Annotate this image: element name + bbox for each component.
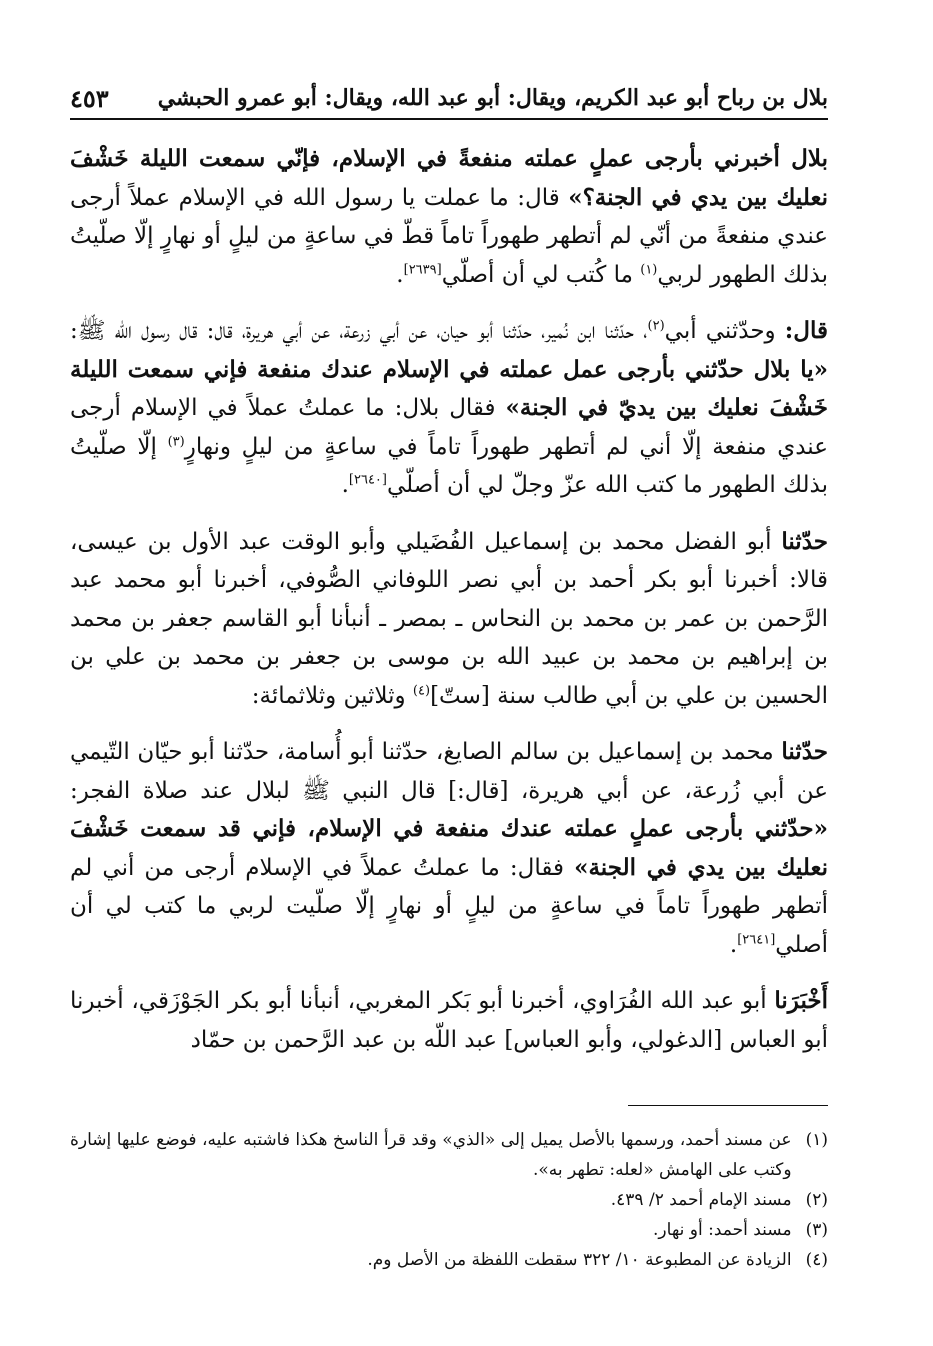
hadith-quote: «يا بلال حدّثني بأرجى عمل عملته في الإسلام عندك منفعة فإني سمعت الليلة خَشْفَ نعليك بين يديّ في الجنة» <box>70 355 828 421</box>
footnote-marker: (١) <box>640 261 658 277</box>
hadith-number: [٢٦٤١] <box>737 931 776 947</box>
footnotes <box>70 1125 828 1275</box>
footnote-item <box>70 1125 828 1185</box>
footnote-number: (١) <box>805 1130 828 1150</box>
paragraph-text: وثلاثين وثلاثمائة: <box>251 682 413 709</box>
footnote-number: (٣) <box>805 1220 828 1240</box>
footnote-item <box>70 1245 828 1275</box>
paragraph-5 <box>70 982 828 1059</box>
paragraph-3 <box>70 523 828 716</box>
paragraph-text: محمد بن إسماعيل بن سالم الصايغ، حدّثنا أبو أُسامة، حدّثنا أبو حيّان التّيمي عن أبي زُرعة، عن أبي هريرة، [قال:] قال النبي ﷺ لبلال عند صلاة الفجر: <box>70 739 828 804</box>
paragraph-text: أبو عبد الله الفُرَاوي، أخبرنا أبو بَكر المغربي، أنبأنا أبو بكر الجَوْزَقي، أخبرنا أبو العباس [الدغولي، وأبو العباس] عبد اللّه بن عبد الرَّحمن بن حمّاد <box>70 988 828 1053</box>
page-number: ٤٥٣ <box>70 83 109 113</box>
footnote-number: (٤) <box>805 1250 828 1270</box>
paragraph-text: ما كُتب لي أن أصلّي <box>441 261 641 288</box>
footnote-marker: (٤) <box>412 682 431 698</box>
paragraph-lead: حدّثنا <box>781 738 828 765</box>
hadith-number: [٢٦٤٠] <box>348 472 387 488</box>
hadith-quote: «حدّثني بأرجى عملٍ عملته عندك منفعة في الإسلام، فإني قد سمعت خَشْفَ نعليك بين يدي في الجنة» <box>70 815 828 881</box>
footnote-text: عن مسند أحمد، ورسمها بالأصل يميل إلى «الذي» وقد قرأ الناسخ هكذا فاشتبه عليه، فوضع عليها إشارة وكتب على الهامش «لعله: تطهر به». <box>70 1130 792 1180</box>
page-header <box>70 78 828 120</box>
footnote-item <box>70 1185 828 1215</box>
paragraph-1 <box>70 140 828 294</box>
paragraph-text: إلّا صلّيتُ بذلك الطهور ما كتب الله عزّ وجلّ لي أن أصلّي <box>70 433 828 498</box>
footnote-marker: (٢) <box>647 318 665 334</box>
footnote-separator <box>628 1105 828 1106</box>
paragraph-text: قال: ما عملت يا رسول الله في الإسلام عملاً أرجى عندي منفعةً من أنّي لم أتطهر طهوراً تاماً قطّ في ساعةٍ من ليلٍ أو نهارٍ إلّا صلّيتُ بذلك الطهور لربي <box>70 184 828 288</box>
paragraph-end: . <box>341 472 349 498</box>
footnote-text: مسند الإمام أحمد ٢/ ٤٣٩. <box>610 1190 792 1210</box>
hadith-quote: بلال أخبرني بأرجى عملٍ عملته منفعةً في الإسلام، فإنّي سمعت الليلة خَشْفَ نعليك بين يدي في الجنة؟» <box>70 145 828 211</box>
paragraph-lead: حدّثنا <box>781 527 828 555</box>
running-title: بلال بن رباح أبو عبد الكريم، ويقال: أبو عبد الله، ويقال: أبو عمرو الحبشي <box>157 85 828 111</box>
paragraph-text: أبو الفضل محمد بن إسماعيل الفُضَيلي وأبو الوقت عبد الأول بن عيسى، قالا: أخبرنا أبو بكر أحمد بن أبي نصر اللوفاني الصُّوفي، أخبرنا أبو محمد عبد الرَّحمن بن عمر بن محمد بن النحاس ـ بمصر ـ أنبأنا أبو القاسم جعفر بن محمد بن إبراهيم بن محمد بن عبيد الله بن موسى بن جعفر بن محمد بن علي بن الحسين بن علي بن أبي طالب سنة [ستّ] <box>70 528 828 709</box>
paragraph-text: فقال: ما عملتُ عملاً في الإسلام أرجى من أني لم أتطهر طهوراً تاماً في ساعةٍ من ليلٍ أو نهارٍ إلّا صلّيت لربي ما كتب لي أن أصلي <box>70 854 828 958</box>
book-page <box>70 0 828 1346</box>
paragraph-text: ، حدّثنا ابن نُمير، حدّثنا أبو حيان، عن أبي زرعة، عن أبي هريرة، قال: قال رسول الله ﷺ: <box>70 318 648 344</box>
main-text <box>70 140 828 1077</box>
paragraph-lead: أَخْبَرَنا <box>774 987 828 1014</box>
paragraph-4 <box>70 733 828 964</box>
paragraph-lead: قال: <box>784 317 828 344</box>
footnote-item <box>70 1215 828 1245</box>
footnote-number: (٢) <box>805 1190 828 1210</box>
footnote-marker: (٣) <box>167 433 185 449</box>
footnote-text: مسند أحمد: أو نهار. <box>653 1220 792 1240</box>
footnote-text: الزيادة عن المطبوعة ١٠/ ٣٢٢ سقطت اللفظة من الأصل وم. <box>367 1250 792 1270</box>
paragraph-text: فقال بلال: ما عملتُ عملاً في الإسلام أرجى عندي منفعة إلّا أني لم أتطهر طهوراً تاماً في ساعةٍ من ليلٍ ونهارٍ <box>70 395 828 460</box>
hadith-number: [٢٦٣٩] <box>403 261 442 277</box>
paragraph-end: . <box>396 261 404 288</box>
paragraph-text: وحدّثني أبي <box>664 318 785 344</box>
paragraph-2 <box>70 312 828 505</box>
paragraph-end: . <box>729 931 738 958</box>
